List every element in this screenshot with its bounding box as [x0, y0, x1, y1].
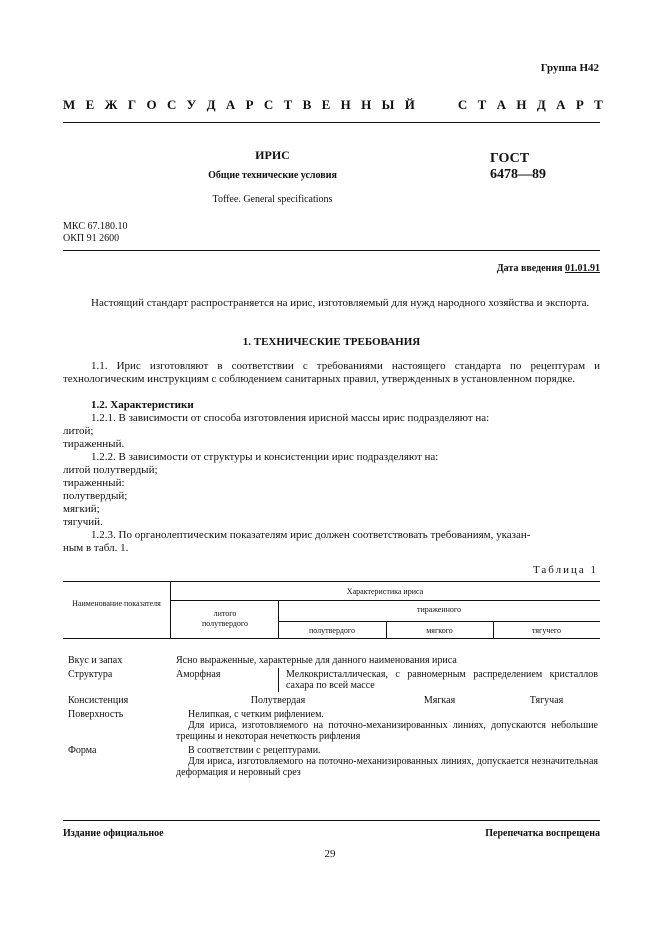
- paragraph-1-2-3: 1.2.3. По органолептическим показателям ирис должен соответствовать требованиям, указан-: [91, 529, 531, 541]
- english-title: Toffee. General specifications: [212, 194, 333, 205]
- document-subtitle: Общие технические условия: [208, 170, 337, 181]
- heading-letter: О: [146, 97, 157, 112]
- footer-rule: [63, 820, 600, 821]
- group-code: Группа Н42: [540, 62, 599, 74]
- row-label-taste: Вкус и запах: [68, 655, 123, 666]
- row-label-form: Форма: [68, 745, 97, 756]
- list-item: мягкий;: [63, 503, 100, 515]
- table-subhead-rule: [278, 621, 600, 622]
- heading-letter: Р: [575, 97, 584, 112]
- page-number: 29: [324, 848, 336, 860]
- heading-letter: [442, 97, 448, 113]
- heading-letter: Ы: [381, 97, 395, 112]
- gost-number: 6478—89: [490, 167, 546, 182]
- structure-cast: Аморфная: [176, 669, 221, 680]
- heading-letter: Т: [594, 97, 603, 112]
- heading-letter: А: [556, 97, 566, 112]
- okp-code: ОКП 91 2600: [63, 233, 120, 244]
- heading-letter: С: [457, 97, 468, 112]
- gost-label: ГОСТ: [490, 151, 530, 166]
- column-header-chewy: тягучего: [531, 626, 561, 635]
- list-item: полутвердый;: [63, 490, 128, 502]
- footer-reprint-prohibited: Перепечатка воспрещена: [485, 828, 600, 839]
- row-label-structure: Структура: [68, 669, 113, 680]
- list-item: литой полутвердый;: [63, 464, 158, 476]
- column-header-pulled: тираженного: [417, 605, 461, 614]
- table-caption: Таблица 1: [532, 564, 598, 576]
- heading-letter: Т: [477, 97, 487, 112]
- column-header-cast: литого полутвердого: [202, 609, 248, 628]
- table-head-rule: [170, 600, 600, 601]
- heading-letter: Н: [516, 97, 527, 112]
- heading-letter: Н: [361, 97, 372, 112]
- introduction-date: [440, 263, 600, 274]
- column-header-semi-hard: полутвердого: [309, 626, 355, 635]
- heading-letter: А: [496, 97, 507, 112]
- paragraph-1-2-2: 1.2.2. В зависимости от структуры и консистенции ирис подразделяют на:: [91, 451, 439, 463]
- date-label: Дата введения: [496, 263, 563, 274]
- consistency-soft: Мягкая: [423, 695, 456, 706]
- row-label-surface: Поверхность: [68, 709, 124, 720]
- heading-letter: [425, 97, 431, 113]
- surface-note: Для ириса, изготовляемого на поточно-механизированных линиях, допускаются небольшие трещины и некоторая нечеткость рифления: [176, 720, 598, 742]
- heading-letter: Й: [404, 97, 415, 112]
- row-label-consistency: Консистенция: [68, 695, 129, 706]
- heading-letter: Д: [206, 97, 216, 112]
- document-title: ИРИС: [255, 148, 290, 162]
- heading-letter: В: [302, 97, 312, 112]
- paragraph-1-2-heading: 1.2. Характеристики: [91, 399, 194, 411]
- heading-letter: Г: [127, 97, 137, 112]
- table-top-rule: [63, 581, 600, 582]
- heading-letter: Т: [283, 97, 293, 112]
- gost-designation: [490, 151, 580, 183]
- column-header-soft: мягкого: [426, 626, 453, 635]
- heading-letter: Е: [85, 97, 95, 112]
- form-note: Для ириса, изготовляемого на поточно-механизированных линиях, допускается незначительная деформация и неровный срез: [176, 756, 598, 778]
- heading-letter: Р: [245, 97, 254, 112]
- list-item: тягучий.: [63, 516, 103, 528]
- column-header-indicator: Наименование показателя: [72, 599, 161, 608]
- heading-letter: У: [186, 97, 197, 112]
- list-item: литой;: [63, 425, 94, 437]
- structure-pulled: Мелкокристаллическая, с равномерным распределением кристаллов сахара по всей массе: [286, 669, 598, 691]
- classification-codes: [63, 221, 127, 245]
- list-item: тираженный.: [63, 438, 125, 450]
- heading-letter: Д: [536, 97, 546, 112]
- heading-letter: С: [166, 97, 177, 112]
- section-heading: 1. ТЕХНИЧЕСКИЕ ТРЕБОВАНИЯ: [242, 336, 421, 348]
- paragraph-1-1: 1.1. Ирис изготовляют в соответствии с требованиями настоящего стандарта по рецептурам и технологическим инструкциям с соблюдением санитарных правил, утвержденных в установленном порядке.: [63, 360, 600, 385]
- heading-letter: Е: [321, 97, 331, 112]
- table-head-bottom-rule: [63, 638, 600, 639]
- column-header-characteristic: Характеристика ириса: [346, 587, 424, 596]
- heading-letter: С: [263, 97, 274, 112]
- paragraph-1-2-1: 1.2.1. В зависимости от способа изготовления ирисной массы ирис подразделяют на:: [91, 412, 490, 424]
- date-value: 01.01.91: [565, 263, 600, 274]
- list-item: тираженный:: [63, 477, 125, 489]
- heading-letter: Ж: [104, 97, 118, 112]
- paragraph-1-2-3-continued: ным в табл. 1.: [63, 542, 129, 554]
- interstate-standard-heading: [63, 97, 603, 113]
- consistency-semi-hard: Полутвердая: [250, 695, 306, 706]
- consistency-chewy: Тягучая: [529, 695, 564, 706]
- table-column-divider: [278, 668, 279, 692]
- heading-letter: А: [225, 97, 236, 112]
- header-rule: [63, 122, 600, 123]
- taste-value: Ясно выраженные, характерные для данного наименования ириса: [176, 655, 457, 666]
- surface-value: Нелипкая, с четким рифлением.: [188, 709, 324, 720]
- intro-paragraph: Настоящий стандарт распространяется на ирис, изготовляемый для нужд народного хозяйства и экспорта.: [91, 297, 590, 309]
- title-rule: [63, 250, 600, 251]
- heading-letter: М: [63, 97, 76, 112]
- footer-official-edition: Издание официальное: [63, 828, 164, 839]
- form-value: В соответствии с рецептурами.: [188, 745, 321, 756]
- mks-code: МКС 67.180.10: [63, 221, 128, 232]
- heading-letter: Н: [340, 97, 351, 112]
